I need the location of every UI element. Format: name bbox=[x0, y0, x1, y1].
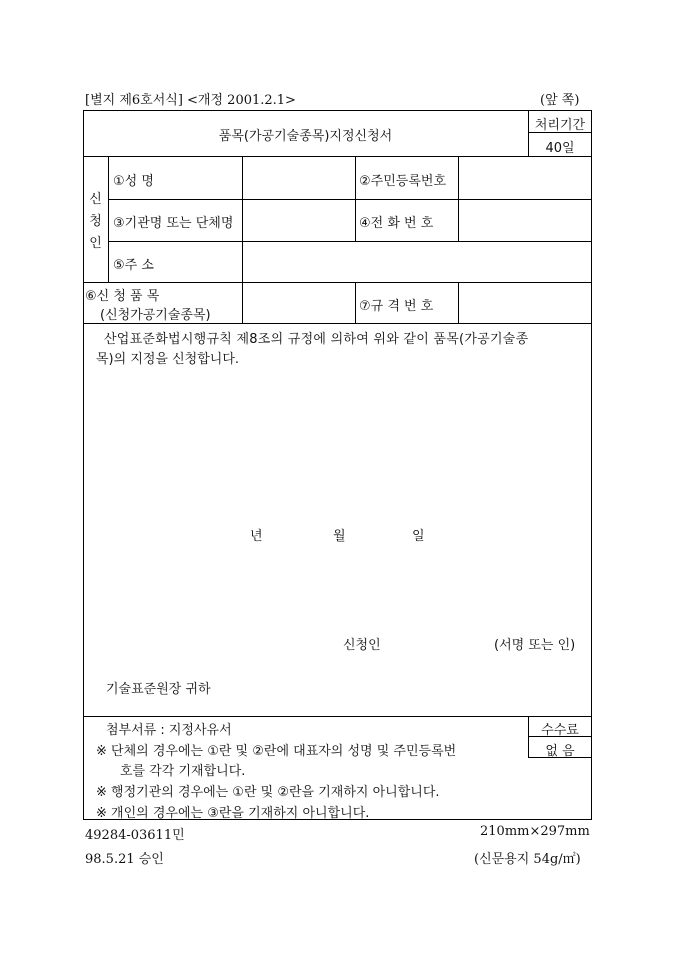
item-label-sub: (신청가공기술종목) bbox=[100, 308, 211, 323]
addressee: 기술표준원장 귀하 bbox=[106, 682, 211, 697]
note-2: ※ 행정기관의 경우에는 ①란 및 ②란을 기재하지 아니합니다. bbox=[96, 785, 440, 800]
spec-no-label: ⑦규 격 번 호 bbox=[359, 299, 434, 314]
paper-type: (신문용지 54g/㎡) bbox=[474, 852, 581, 867]
address-field[interactable] bbox=[243, 242, 592, 282]
attachments: 첨부서류 : 지정사유서 bbox=[106, 723, 232, 738]
note-3: ※ 개인의 경우에는 ③란을 기재하지 아니합니다. bbox=[96, 806, 370, 821]
date-year: 년 bbox=[250, 529, 263, 544]
statement-line-2: 목)의 지정을 신청합니다. bbox=[96, 352, 240, 367]
phone-field[interactable] bbox=[459, 200, 592, 241]
resident-no-label: ②주민등록번호 bbox=[359, 174, 447, 189]
processing-period-label: 처리기간 bbox=[534, 118, 586, 133]
phone-label: ④전 화 번 호 bbox=[359, 216, 434, 231]
spec-no-field[interactable] bbox=[459, 283, 592, 323]
date-day: 일 bbox=[412, 529, 425, 544]
address-label: ⑤주 소 bbox=[113, 258, 154, 273]
item-field[interactable] bbox=[243, 283, 355, 323]
fee-label: 수수료 bbox=[541, 723, 579, 738]
applicant-label-1: 신 bbox=[89, 192, 102, 207]
form-title: 품목(가공기술종목)지정신청서 bbox=[218, 129, 393, 144]
form-code: 49284-03611민 bbox=[85, 828, 185, 843]
statement-line-1: 산업표준화법시행규칙 제8조의 규정에 의하여 위와 같이 품목(가공기술종 bbox=[104, 332, 529, 347]
approval-date: 98.5.21 승인 bbox=[85, 852, 164, 867]
applicant-label-3: 인 bbox=[89, 236, 102, 251]
name-label: ①성 명 bbox=[113, 174, 154, 189]
note-1-line-1: ※ 단체의 경우에는 ①란 및 ②란에 대표자의 성명 및 주민등록번 bbox=[96, 744, 457, 759]
paper-size: 210mm×297mm bbox=[480, 824, 590, 839]
applicant-sign-label: 신청인 bbox=[343, 638, 381, 653]
fee-value: 없 음 bbox=[545, 744, 575, 759]
footer-divider bbox=[83, 716, 592, 717]
applicant-label-2: 청 bbox=[89, 214, 102, 229]
processing-period-value: 40일 bbox=[545, 141, 575, 156]
resident-no-field[interactable] bbox=[459, 157, 592, 199]
form-number: [별지 제6호서식] <개정 2001.2.1> bbox=[85, 93, 296, 108]
name-field[interactable] bbox=[243, 157, 355, 199]
note-1-line-2: 호를 각각 기재합니다. bbox=[120, 764, 246, 779]
item-label: ⑥신 청 품 목 bbox=[85, 289, 160, 304]
org-label: ③기관명 또는 단체명 bbox=[113, 216, 234, 231]
page-side: (앞 쪽) bbox=[540, 93, 580, 108]
org-field[interactable] bbox=[243, 200, 355, 241]
sign-note: (서명 또는 인) bbox=[494, 638, 576, 653]
date-month: 월 bbox=[333, 529, 346, 544]
